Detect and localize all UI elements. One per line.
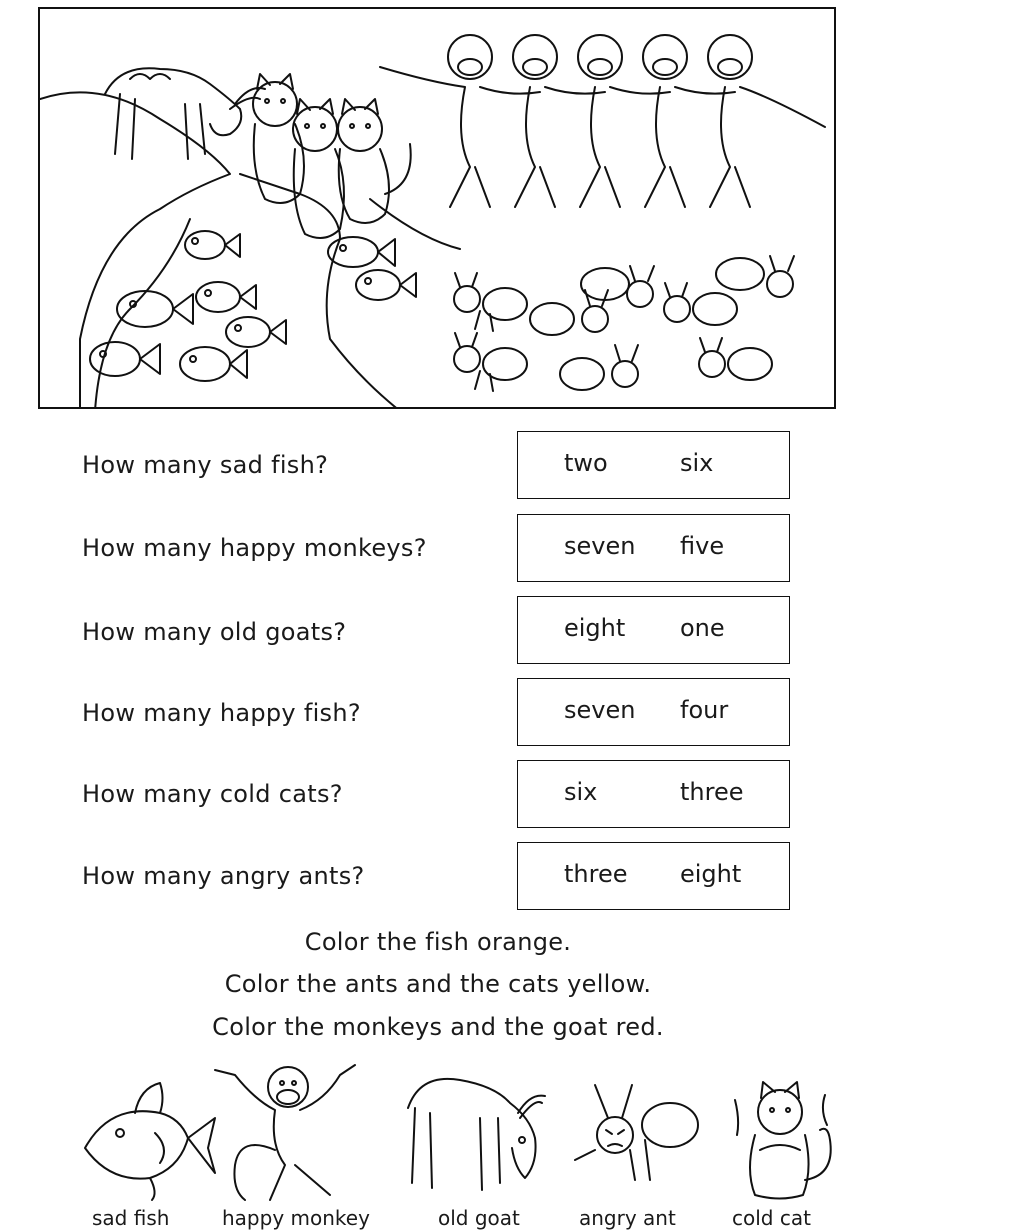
ant-icon [699, 338, 772, 380]
question-angry-ants: How many angry ants? [82, 862, 365, 890]
scene-drawing [40, 9, 836, 409]
instruction-color-monkeys-goat: Color the monkeys and the goat red. [212, 1013, 664, 1041]
answer-option[interactable]: one [680, 614, 725, 642]
answer-option[interactable]: seven [564, 532, 636, 560]
fish-icon [117, 291, 193, 327]
cat-icon [253, 74, 304, 203]
answer-box-old-goats[interactable] [517, 596, 790, 664]
scene-illustration [38, 7, 836, 409]
answer-box-happy-monkeys[interactable] [517, 514, 790, 582]
ant-icon [716, 256, 794, 297]
ant-icon [560, 345, 638, 390]
answer-option[interactable]: three [680, 778, 744, 806]
ant-icon [570, 1080, 705, 1190]
ant-icon [454, 333, 527, 391]
monkey-ground [370, 199, 460, 249]
fish-icon [226, 317, 286, 347]
fish-icon [80, 1078, 220, 1203]
question-cold-cats: How many cold cats? [82, 780, 343, 808]
ant-icon [530, 290, 608, 335]
legend-label-sad-fish: sad fish [92, 1206, 170, 1230]
ant-icon [454, 273, 527, 331]
answer-box-happy-fish[interactable] [517, 678, 790, 746]
instruction-color-fish: Color the fish orange. [304, 928, 572, 956]
answer-option[interactable]: six [564, 778, 598, 806]
river-bank-inner [95, 219, 190, 409]
question-old-goats: How many old goats? [82, 618, 347, 646]
river-bank-left [40, 92, 230, 409]
answer-box-cold-cats[interactable] [517, 760, 790, 828]
answer-option[interactable]: five [680, 532, 725, 560]
answer-option[interactable]: eight [564, 614, 626, 642]
answer-box-angry-ants[interactable] [517, 842, 790, 910]
question-sad-fish: How many sad fish? [82, 451, 329, 479]
legend-label-cold-cat: cold cat [732, 1206, 811, 1230]
answer-option[interactable]: two [564, 449, 608, 477]
question-happy-monkeys: How many happy monkeys? [82, 534, 427, 562]
fish-icon [356, 270, 416, 300]
fish-icon [185, 231, 240, 259]
answer-option[interactable]: four [680, 696, 729, 724]
cat-icon [293, 99, 344, 238]
ant-icon [664, 283, 737, 325]
cat-icon [725, 1080, 850, 1202]
legend-label-old-goat: old goat [438, 1206, 520, 1230]
monkey-icon [708, 35, 825, 207]
goat-icon [105, 68, 265, 159]
fish-icon [180, 347, 247, 381]
monkey-icon [200, 1055, 365, 1205]
answer-option[interactable]: six [680, 449, 714, 477]
answer-option[interactable]: eight [680, 860, 742, 888]
answer-option[interactable]: seven [564, 696, 636, 724]
goat-icon [400, 1068, 550, 1198]
answer-option[interactable]: three [564, 860, 628, 888]
fish-icon [196, 282, 256, 312]
answer-box-sad-fish[interactable] [517, 431, 790, 499]
cat-icon [338, 99, 411, 223]
legend-label-angry-ant: angry ant [579, 1206, 676, 1230]
ant-icon [581, 266, 654, 307]
legend-label-happy-monkey: happy monkey [222, 1206, 370, 1230]
river-bank-right [240, 174, 400, 409]
question-happy-fish: How many happy fish? [82, 699, 361, 727]
instruction-color-ants-cats: Color the ants and the cats yellow. [224, 970, 652, 998]
